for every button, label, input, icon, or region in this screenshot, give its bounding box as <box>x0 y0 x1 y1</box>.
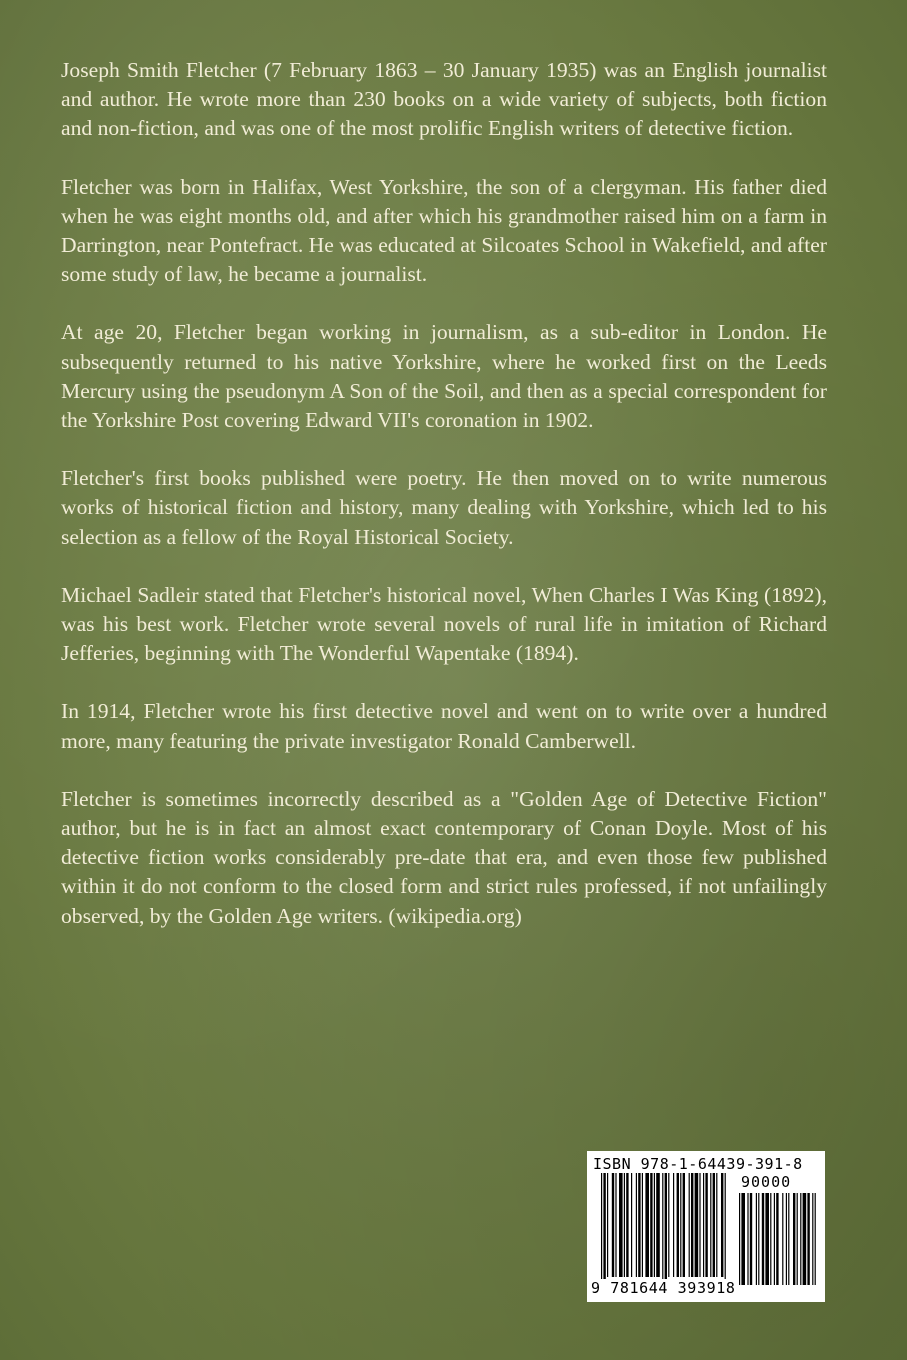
addon-bar <box>747 1193 748 1285</box>
addon-bar <box>786 1193 787 1285</box>
addon-bar <box>770 1193 771 1285</box>
barcode-bar <box>612 1173 614 1277</box>
bio-paragraph-3: At age 20, Fletcher began working in journalism, as a sub-editor in London. He subsequently returned to his native Yorkshire, where he worked first on the Leeds Mercury using the pseudonym A Son of the Soil, and then as a special correspondent for the Yorkshire Post covering Edward VII's coronation in 1902. <box>61 320 827 433</box>
ean-digits: 9 781644 393918 <box>591 1279 736 1297</box>
barcode-bar <box>638 1173 640 1277</box>
addon-bar <box>803 1193 807 1285</box>
barcode-bar <box>603 1173 605 1285</box>
addon-bar <box>758 1193 759 1285</box>
addon-bar <box>815 1193 816 1285</box>
price-addon-digits: 90000 <box>741 1173 792 1191</box>
bio-paragraph-6: In 1914, Fletcher wrote his first detective novel and went on to write over a hundred more, many featuring the private investigator Ronald Camberwell. <box>61 699 827 753</box>
barcode-bar <box>654 1173 655 1277</box>
barcode-bar <box>615 1173 616 1277</box>
addon-bar <box>800 1193 801 1285</box>
isbn-label: ISBN 978-1-64439-391-8 <box>593 1155 803 1173</box>
barcode-bar <box>716 1173 717 1277</box>
addon-bar <box>807 1193 809 1285</box>
addon-bar <box>793 1193 795 1285</box>
barcode-bar <box>650 1173 652 1277</box>
barcode-bar <box>689 1173 690 1277</box>
barcode-bar <box>656 1173 660 1277</box>
addon-bar <box>788 1193 789 1285</box>
barcode-bar <box>691 1173 693 1277</box>
addon-bar <box>765 1193 769 1285</box>
barcode-bar <box>673 1173 674 1277</box>
barcode-bar <box>607 1173 608 1277</box>
barcode-bar <box>642 1173 643 1277</box>
barcode-bar <box>668 1173 669 1277</box>
author-biography <box>61 56 827 960</box>
barcode-bar <box>636 1173 637 1277</box>
barcode-bar <box>680 1173 681 1277</box>
barcode-bar <box>601 1173 602 1285</box>
addon-bar <box>756 1193 757 1285</box>
barcode-bar <box>695 1173 699 1277</box>
addon-bar <box>776 1193 778 1285</box>
barcode-bar <box>705 1173 707 1277</box>
addon-bar <box>750 1193 752 1285</box>
barcode-bar <box>626 1173 628 1277</box>
barcode-bar <box>619 1173 623 1277</box>
bio-paragraph-2: Fletcher was born in Halifax, West Yorkshire, the son of a clergyman. His father died when he was eight months old, and after which his grandmother raised him on a farm in Darrington, near Pontefract. He was educated at Silcoates School in Wakefield, and after some study of law, he became a journalist. <box>61 174 827 287</box>
barcode-bar <box>645 1173 649 1277</box>
addon-bar <box>782 1193 783 1285</box>
barcode-bar <box>631 1173 632 1277</box>
barcode-bar <box>713 1173 715 1277</box>
barcode-bar <box>624 1173 625 1277</box>
bio-paragraph-4: Fletcher's first books published were poetry. He then moved on to write numerous works of historical fiction and history, many dealing with Yorkshire, which led to his selection as a fellow of the Royal Historical Society. <box>61 466 827 549</box>
addon-bar <box>797 1193 798 1285</box>
barcode-bar <box>677 1173 679 1277</box>
bio-paragraph-7: Fletcher is sometimes incorrectly described as a "Golden Age of Detective Fiction" author, but he is in fact an almost exact contemporary of Conan Doyle. Most of his detective fiction works considerably pre-date that era, and even those few published within it do not conform to the closed form and strict rules professed, if not unfailingly observed, by the Golden Age writers. (wikipedia.org) <box>61 786 827 928</box>
addon-bar <box>774 1193 775 1285</box>
barcode-bar <box>699 1173 700 1277</box>
addon-bar <box>762 1193 764 1285</box>
addon-bar <box>739 1193 740 1285</box>
addon-bar <box>741 1193 745 1285</box>
barcode-bar <box>665 1173 667 1285</box>
barcode-bar <box>683 1173 685 1277</box>
barcode-bar <box>703 1173 704 1277</box>
barcode-bar <box>725 1173 726 1285</box>
barcode-bar <box>710 1173 711 1277</box>
barcode-bar <box>662 1173 663 1285</box>
addon-bar <box>812 1193 813 1285</box>
bio-paragraph-5: Michael Sadleir stated that Fletcher's historical novel, When Charles I Was King (1892), was his best work. Fletcher wrote several novels of rural life in imitation of Richard Jefferies, beginning with The Wonderful Wapentake (1894). <box>61 582 827 666</box>
barcode-bar <box>721 1173 723 1277</box>
bio-paragraph-1: Joseph Smith Fletcher (7 February 1863 – 30 January 1935) was an English journalist and author. He wrote more than 230 books on a wide variety of subjects, both fiction and non-fiction, and was one of the most prolific English writers of detective fiction. <box>61 58 827 141</box>
isbn-barcode <box>587 1151 825 1302</box>
